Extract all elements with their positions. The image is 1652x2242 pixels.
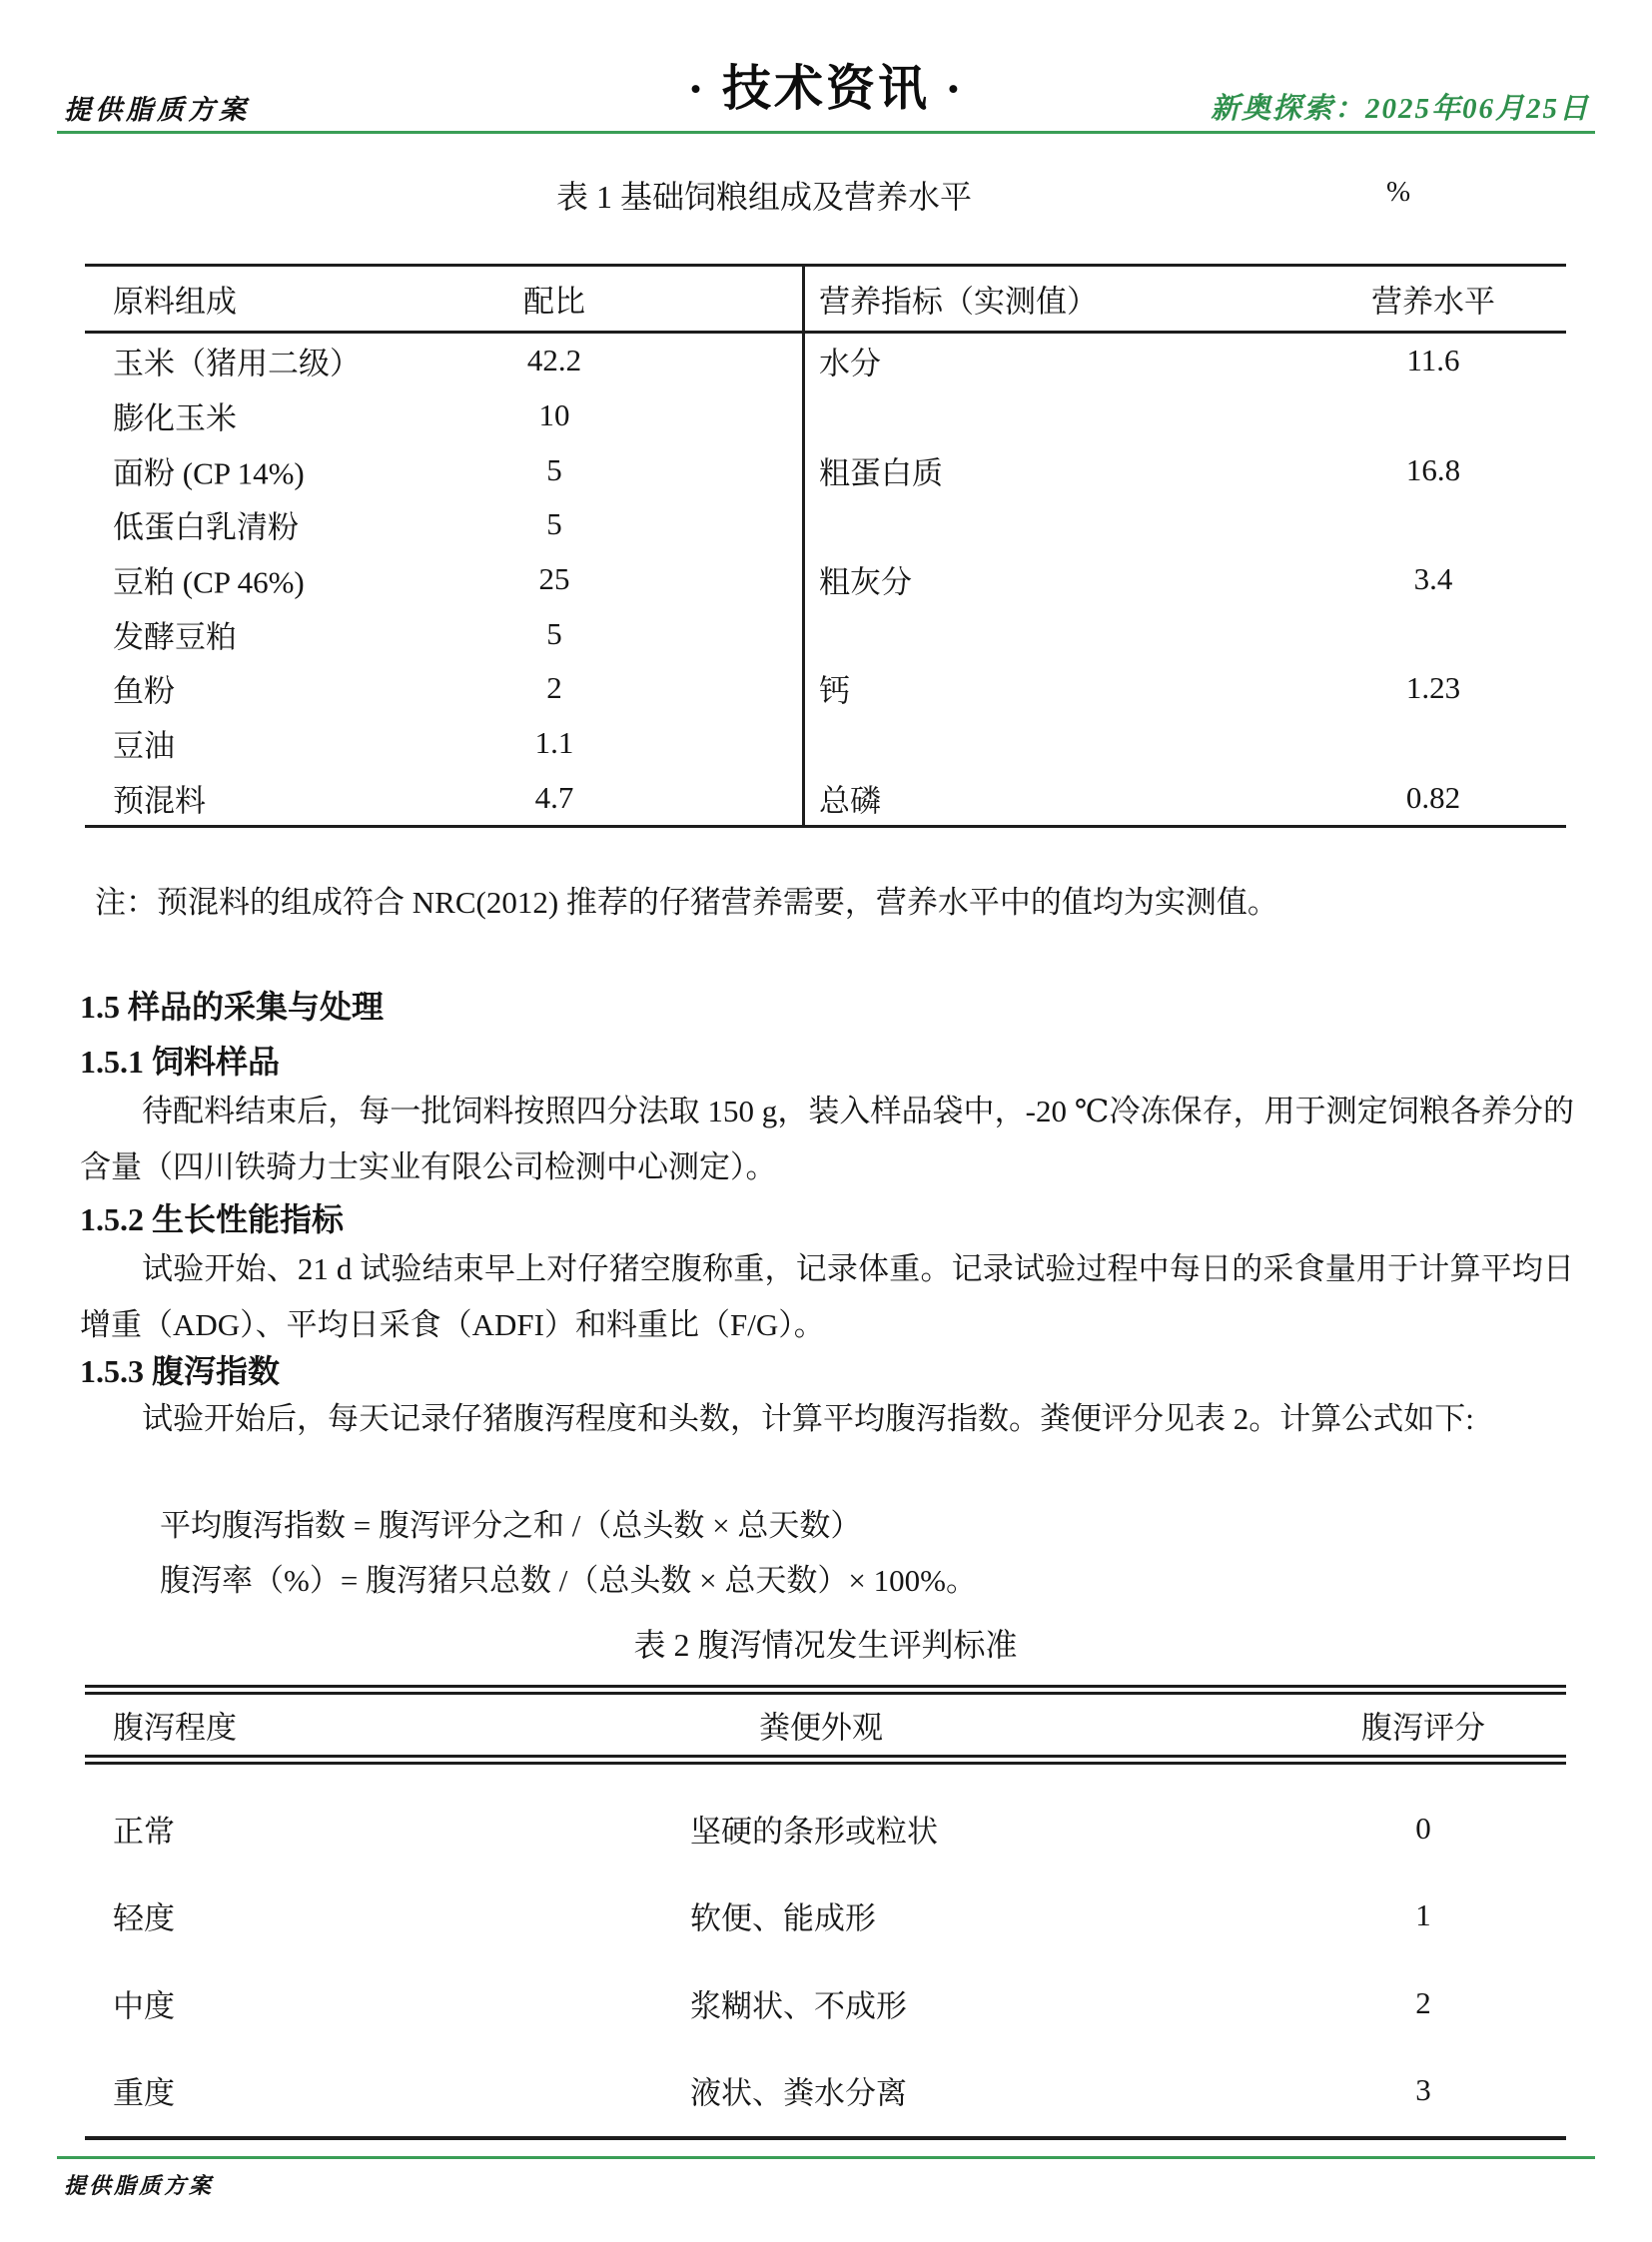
header-brand-left: 提供脂质方案 xyxy=(64,95,250,125)
cell-ingredient: 发酵豆粕 xyxy=(113,619,237,655)
cell-ratio: 1.1 xyxy=(534,725,574,761)
cell-ratio: 4.7 xyxy=(534,779,574,815)
table-row xyxy=(85,442,1566,497)
table2-col-score: 腹泻评分 xyxy=(1361,1710,1485,1746)
table-row xyxy=(85,388,1566,443)
table1-col-nutrient: 营养指标（实测值） xyxy=(819,284,1098,320)
table-row xyxy=(85,1959,1566,2047)
cell-ingredient: 低蛋白乳清粉 xyxy=(113,509,299,545)
table2-header-rule xyxy=(85,1755,1566,1765)
cell-score: 0 xyxy=(1415,1810,1431,1846)
cell-score: 3 xyxy=(1415,2072,1431,2108)
table2-col-appearance: 粪便外观 xyxy=(759,1710,883,1746)
section-heading-1-5-3: 1.5.3 腹泻指数 xyxy=(80,1353,281,1389)
cell-score: 2 xyxy=(1415,1984,1431,2020)
header-divider xyxy=(57,131,1595,134)
table1-col-level: 营养水平 xyxy=(1371,284,1495,320)
table1-caption: 表 1 基础饲粮组成及营养水平 xyxy=(555,179,972,215)
table2-top-rule xyxy=(85,1685,1566,1695)
table-row xyxy=(85,1785,1566,1872)
cell-ratio: 5 xyxy=(546,615,562,651)
cell-appearance: 软便、能成形 xyxy=(690,1900,876,1936)
table1-col-ratio: 配比 xyxy=(523,284,585,320)
page-title: · 技术资讯 · xyxy=(687,61,965,116)
section-heading-1-5: 1.5 样品的采集与处理 xyxy=(80,989,385,1025)
table-row xyxy=(85,716,1566,771)
table-row xyxy=(85,770,1566,825)
table2-bottom-rule xyxy=(85,2136,1566,2140)
footer-divider xyxy=(57,2156,1595,2159)
cell-ingredient: 膨化玉米 xyxy=(113,400,237,436)
formula-average-diarrhea-index: 平均腹泻指数 = 腹泻评分之和 /（总头数 × 总天数） xyxy=(160,1508,862,1543)
cell-ingredient: 玉米（猪用二级） xyxy=(113,346,361,381)
table1-note: 注：预混料的组成符合 NRC(2012) 推荐的仔猪营养需要，营养水平中的值均为实测值。 xyxy=(95,885,1278,920)
table-row xyxy=(85,606,1566,661)
table2-col-degree: 腹泻程度 xyxy=(113,1710,237,1746)
cell-level: 11.6 xyxy=(1406,343,1460,378)
footer-brand: 提供脂质方案 xyxy=(64,2173,215,2198)
cell-appearance: 浆糊状、不成形 xyxy=(690,1988,907,2024)
paragraph-diarrhea-index: 试验开始后，每天记录仔猪腹泻程度和头数，计算平均腹泻指数。粪便评分见表 2。计算公式如下: xyxy=(142,1401,1474,1436)
cell-level: 0.82 xyxy=(1405,779,1461,815)
cell-nutrient: 粗蛋白质 xyxy=(819,455,943,491)
cell-ratio: 2 xyxy=(546,670,562,706)
table2-body xyxy=(85,1785,1566,2134)
table1-vertical-divider xyxy=(802,264,805,825)
table-row xyxy=(85,497,1566,552)
cell-degree: 轻度 xyxy=(113,1900,175,1936)
table1-header-row xyxy=(85,267,1566,331)
cell-score: 1 xyxy=(1415,1897,1431,1933)
cell-ingredient: 面粉 (CP 14%) xyxy=(113,455,305,491)
table-row xyxy=(85,1872,1566,1960)
cell-appearance: 坚硬的条形或粒状 xyxy=(690,1814,938,1850)
paragraph-feed-sample: 待配料结束后，每一批饲料按照四分法取 150 g，装入样品袋中，-20 ℃冷冻保存，用于测定饲粮各养分的含量（四川铁骑力士实业有限公司检测中心测定）。 xyxy=(80,1094,1574,1184)
cell-nutrient: 总磷 xyxy=(819,783,881,819)
table1-body xyxy=(85,334,1566,825)
cell-ratio: 10 xyxy=(538,397,570,432)
section-heading-1-5-2: 1.5.2 生长性能指标 xyxy=(80,1201,345,1237)
cell-ingredient: 鱼粉 xyxy=(113,673,175,709)
table1-unit-label: % xyxy=(1386,176,1411,208)
cell-ratio: 42.2 xyxy=(526,343,582,378)
cell-ingredient: 预混料 xyxy=(113,783,206,819)
table1 xyxy=(85,264,1566,828)
table-row xyxy=(85,334,1566,388)
cell-level: 3.4 xyxy=(1413,561,1453,597)
table-row xyxy=(85,661,1566,716)
section-heading-1-5-1: 1.5.1 饲料样品 xyxy=(80,1044,281,1080)
cell-degree: 重度 xyxy=(113,2075,175,2111)
table1-col-ingredient: 原料组成 xyxy=(113,284,237,320)
cell-level: 16.8 xyxy=(1405,451,1461,487)
cell-appearance: 液状、粪水分离 xyxy=(690,2075,907,2111)
table-row xyxy=(85,2047,1566,2135)
table-row xyxy=(85,552,1566,607)
cell-degree: 正常 xyxy=(113,1814,175,1850)
cell-nutrient: 粗灰分 xyxy=(819,564,912,600)
cell-degree: 中度 xyxy=(113,1988,175,2024)
cell-ingredient: 豆粕 (CP 46%) xyxy=(113,564,305,600)
cell-level: 1.23 xyxy=(1405,670,1461,706)
cell-ratio: 5 xyxy=(546,506,562,542)
cell-nutrient: 钙 xyxy=(819,673,850,709)
cell-ratio: 5 xyxy=(546,451,562,487)
cell-nutrient: 水分 xyxy=(819,346,881,381)
cell-ingredient: 豆油 xyxy=(113,728,175,764)
cell-ratio: 25 xyxy=(538,561,570,597)
formula-diarrhea-rate: 腹泻率（%）= 腹泻猪只总数 /（总头数 × 总天数）× 100%。 xyxy=(160,1563,977,1598)
table2 xyxy=(85,1685,1566,2140)
table2-header-row xyxy=(85,1695,1566,1755)
paragraph-growth-performance: 试验开始、21 d 试验结束早上对仔猪空腹称重，记录体重。记录试验过程中每日的采食量用于计算平均日增重（ADG）、平均日采食（ADFI）和料重比（F/G）。 xyxy=(80,1251,1574,1342)
table2-caption: 表 2 腹泻情况发生评判标准 xyxy=(633,1627,1018,1663)
table1-bottom-rule xyxy=(85,825,1566,828)
header-source-date: 新奥探索：2025年06月25日 xyxy=(1210,93,1590,125)
